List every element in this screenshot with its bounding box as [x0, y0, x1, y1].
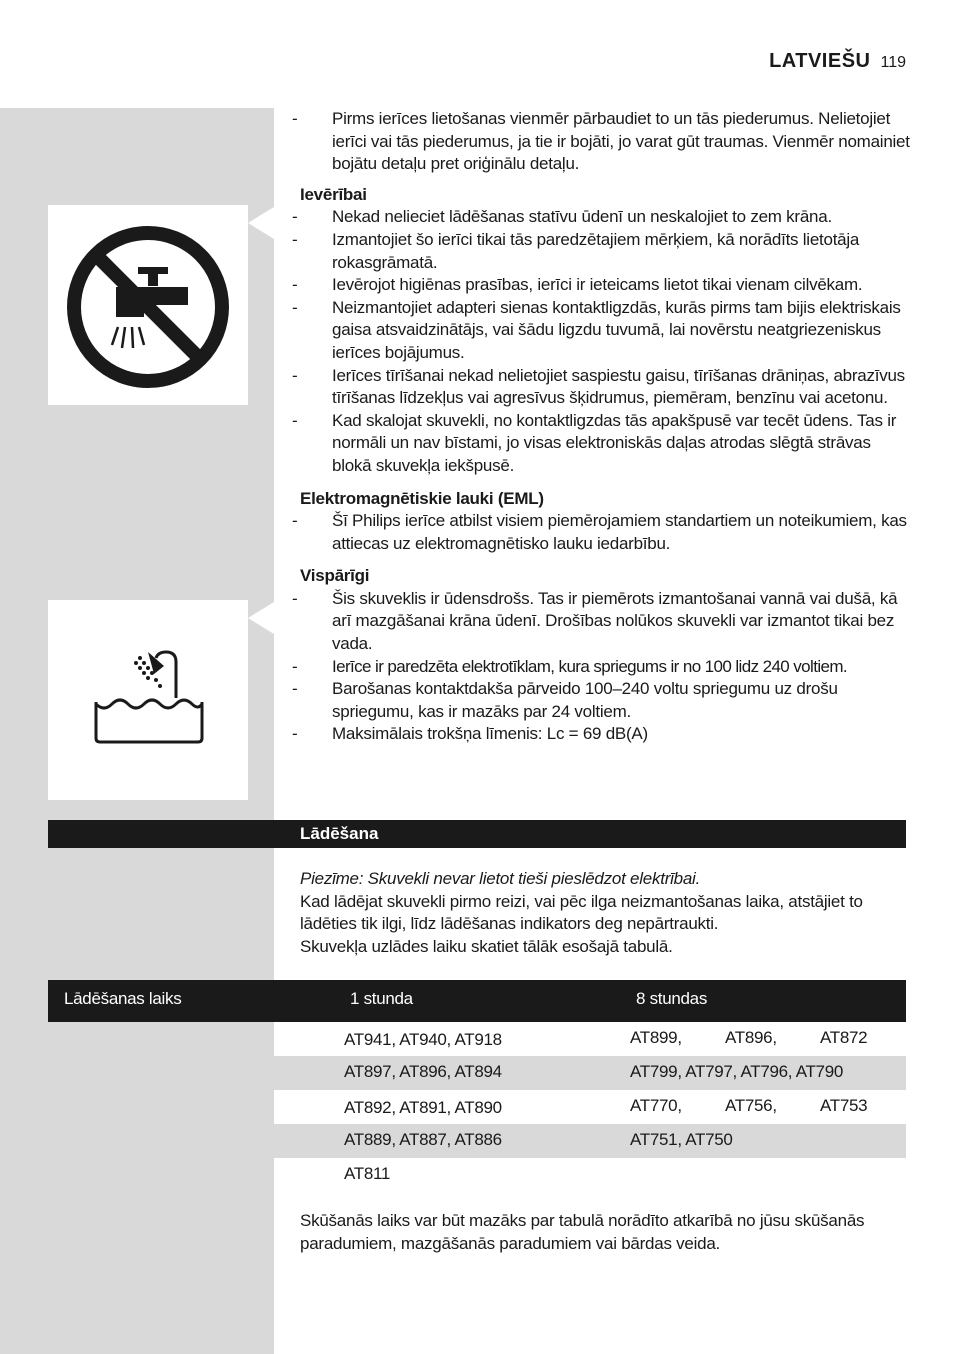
table-row [48, 1158, 906, 1192]
table-header-row [48, 980, 906, 1022]
charging-text [300, 868, 910, 958]
charging-section-title: Lādēšana [300, 824, 379, 843]
table-cell: AT872 [820, 1028, 868, 1047]
table-cell: AT751, AT750 [630, 1130, 733, 1149]
list-item: - Neizmantojiet adapteri sienas kontaktligzdās, kurās pirms tam bijis elektriskais gaisa atsvaidzinātājs, vai šādu ligzdu tuvumā, lai novērstu neatgriezeniskus ierīces bojājumus. [292, 297, 901, 362]
list-item: - Ierīces tīrīšanai nekad nelietojiet saspiestu gaisu, tīrīšanas drāniņas, abrazīvus tīrīšanas līdzekļus vai agresīvus šķidrumus, piemēram, benzīnu vai acetonu. [292, 365, 905, 408]
page-header [769, 50, 906, 73]
intro-text [292, 108, 910, 746]
list-item: - Šis skuveklis ir ūdensdrošs. Tas ir piemērots izmantošanai vannā vai dušā, kā arī mazgāšanai krāna ūdenī. Drošības nolūkos skuvekli var izmantot tikai bez vada. [292, 588, 898, 654]
list-item: - Ievērojot higiēnas prasības, ierīci ir ieteicams lietot tikai vienam cilvēkam. [292, 275, 863, 295]
charging-time-table [48, 980, 906, 1192]
table-row [48, 1090, 906, 1124]
no-tap-water-icon [48, 205, 248, 405]
list-item: - Šī Philips ierīce atbilst visiem piemērojamiem standartiem un noteikumiem, kas attiecas uz elektromagnētisko lauku iedarbību. [292, 511, 907, 553]
caution-heading: Ievērībai [300, 184, 367, 204]
list-item: - Nekad nelieciet lādēšanas statīvu ūdenī un neskalojiet to zem krāna. [292, 207, 832, 227]
list-item: - Izmantojiet šo ierīci tikai tās paredzētajiem mērķiem, kā norādīts lietotāja rokasgrāmatā. [292, 229, 860, 272]
list-item: - Barošanas kontaktdakša pārveido 100–240 voltu spriegumu uz drošu spriegumu, kas ir mazāks par 24 voltiem. [292, 679, 838, 721]
no-tap-water-icon-box [48, 205, 248, 405]
charging-note: Piezīme: Skuvekli nevar lietot tieši pieslēdzot elektrībai. [300, 869, 701, 888]
table-cell: AT799, AT797, AT796, AT790 [630, 1062, 844, 1081]
table-cell: AT897, AT896, AT894 [344, 1062, 502, 1081]
table-header-cell: 8 stundas [636, 989, 708, 1008]
general-heading: Vispārīgi [300, 566, 370, 586]
list-item: - Pirms ierīces lietošanas vienmēr pārbaudiet to un tās piederumus. Nelietojiet ierīci vai tās piederumus, ja tie ir bojāti, jo varat gūt traumas. Vienmēr nomainiet bojātu detaļu pret oriģinālu detaļu. [292, 109, 910, 174]
list-item: - Ierīce ir paredzēta elektrotīklam, kura spriegums ir no 100 lidz 240 voltiem. [292, 656, 848, 676]
table-cell: AT811 [344, 1164, 391, 1183]
charging-paragraph: Kad lādējat skuvekli pirmo reizi, vai pēc ilga neizmantošanas laika, atstājiet to lādēties tik ilgi, līdz lādēšanas indikators deg nepārtraukti. [300, 891, 863, 934]
emf-heading: Elektromagnētiskie lauki (EML) [300, 488, 544, 508]
table-cell: AT941, AT940, AT918 [344, 1030, 502, 1049]
language-label: LATVIEŠU [769, 50, 871, 72]
list-item: - Maksimālais trokšņa līmenis: Lc = 69 dB(A) [292, 724, 648, 744]
table-cell: AT899, [630, 1028, 682, 1047]
table-cell: AT770, [630, 1096, 682, 1115]
table-header-cell: 1 stunda [350, 989, 413, 1008]
footer-paragraph: Skūšanās laiks var būt mazāks par tabulā norādīto atkarībā no jūsu skūšanās paradumiem, mazgāšanās paradumiem vai bārdas veida. [300, 1211, 865, 1253]
table-cell: AT753 [820, 1096, 868, 1115]
charging-section-bar [48, 820, 906, 848]
table-header-cell: Lādēšanas laiks [64, 989, 182, 1008]
table-cell: AT892, AT891, AT890 [344, 1098, 502, 1117]
table-row [48, 1022, 906, 1056]
bath-shower-icon-box [48, 600, 248, 800]
table-cell: AT896, [725, 1028, 777, 1047]
shower-bath-icon [48, 600, 248, 800]
table-row [48, 1056, 906, 1090]
page-number: 119 [880, 54, 906, 71]
table-row [48, 1124, 906, 1158]
charging-paragraph: Skuvekļa uzlādes laiku skatiet tālāk esošajā tabulā. [300, 936, 673, 956]
list-item: - Kad skalojat skuvekli, no kontaktligzdas tās apakšpusē var tecēt ūdens. Tas ir normāli un nav bīstami, jo visas elektroniskās daļas atrodas slēgtā strāvas blokā skuvekļa iekšpusē. [292, 410, 897, 475]
table-cell: AT756, [725, 1096, 777, 1115]
table-cell: AT889, AT887, AT886 [344, 1130, 502, 1149]
